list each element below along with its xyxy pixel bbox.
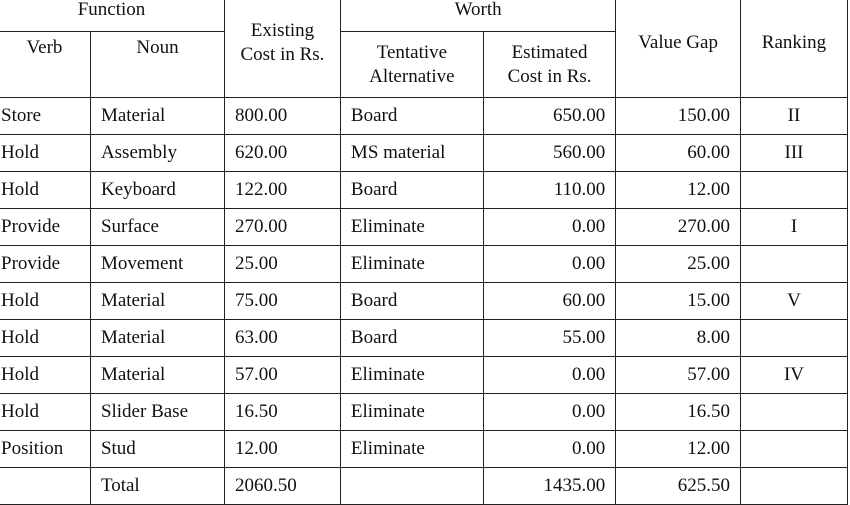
noun-cell: Keyboard <box>90 172 224 209</box>
ranking-cell: V <box>741 283 848 320</box>
ranking-cell <box>741 320 848 357</box>
table-row <box>0 209 848 246</box>
existing-cost-header-line2: Cost in Rs. <box>240 44 325 65</box>
noun-cell: Material <box>90 283 224 320</box>
alternative-cell: Eliminate <box>340 357 483 394</box>
ranking-cell <box>741 431 848 468</box>
table-row <box>0 431 848 468</box>
noun-cell: Material <box>90 98 224 135</box>
ranking-cell: IV <box>741 357 848 394</box>
table-row <box>0 135 848 172</box>
ranking-cell <box>741 246 848 283</box>
existing-cost-cell: 16.50 <box>225 394 341 431</box>
existing-cost-cell: 270.00 <box>225 209 341 246</box>
value-gap-cell: 16.50 <box>616 394 741 431</box>
existing-cost-cell: 25.00 <box>225 246 341 283</box>
noun-cell: Slider Base <box>90 394 224 431</box>
noun-cell: Assembly <box>90 135 224 172</box>
estimated-cost-cell: 0.00 <box>483 209 615 246</box>
verb-cell: Hold <box>0 357 90 394</box>
verb-cell: Hold <box>0 135 90 172</box>
verb-cell: Hold <box>0 394 90 431</box>
existing-cost-cell: 75.00 <box>225 283 341 320</box>
estimated-cost-cell: 55.00 <box>483 320 615 357</box>
noun-cell: Movement <box>90 246 224 283</box>
tentative-header-line2: Alternative <box>369 65 455 87</box>
existing-cost-header-line1: Existing <box>250 20 315 41</box>
worth-header: Worth <box>340 0 615 32</box>
function-header: Function <box>0 0 225 32</box>
ranking-header: Ranking <box>741 0 848 98</box>
table-row <box>0 394 848 431</box>
table-row <box>0 320 848 357</box>
alternative-cell: Board <box>340 320 483 357</box>
ranking-cell: I <box>741 209 848 246</box>
estimated-cost-cell: 0.00 <box>483 431 615 468</box>
table-row <box>0 283 848 320</box>
noun-cell: Material <box>90 320 224 357</box>
existing-cost-cell: 620.00 <box>225 135 341 172</box>
estimated-header-line1: Estimated <box>511 41 588 63</box>
existing-cost-cell: 122.00 <box>225 172 341 209</box>
value-gap-cell: 270.00 <box>616 209 741 246</box>
estimated-cost-cell: 0.00 <box>483 394 615 431</box>
verb-cell: Provide <box>0 209 90 246</box>
alternative-cell: Eliminate <box>340 394 483 431</box>
existing-cost-header <box>225 0 341 98</box>
alternative-cell: Eliminate <box>340 209 483 246</box>
noun-cell: Surface <box>90 209 224 246</box>
estimated-cost-cell: 60.00 <box>483 283 615 320</box>
verb-cell: Provide <box>0 246 90 283</box>
verb-cell: Hold <box>0 283 90 320</box>
value-gap-cell: 60.00 <box>616 135 741 172</box>
total-value-gap: 625.50 <box>616 468 741 505</box>
alternative-cell: Board <box>340 283 483 320</box>
noun-cell: Stud <box>90 431 224 468</box>
estimated-cost-cell: 650.00 <box>483 98 615 135</box>
estimated-cost-cell: 110.00 <box>483 172 615 209</box>
total-estimated-cost: 1435.00 <box>483 468 615 505</box>
alternative-cell: Eliminate <box>340 431 483 468</box>
verb-cell: Hold <box>0 320 90 357</box>
tentative-header-line1: Tentative <box>376 41 448 63</box>
existing-cost-cell: 63.00 <box>225 320 341 357</box>
header-row-top <box>0 0 848 32</box>
value-gap-header: Value Gap <box>616 0 741 98</box>
alternative-cell: MS material <box>340 135 483 172</box>
total-empty-ranking <box>741 468 848 505</box>
total-empty-cell <box>0 468 90 505</box>
table-row <box>0 357 848 394</box>
table-row <box>0 98 848 135</box>
estimated-cost-cell: 560.00 <box>483 135 615 172</box>
verb-cell: Position <box>0 431 90 468</box>
total-existing-cost: 2060.50 <box>225 468 341 505</box>
alternative-cell: Eliminate <box>340 246 483 283</box>
ranking-cell: II <box>741 98 848 135</box>
value-gap-cell: 12.00 <box>616 431 741 468</box>
verb-cell: Store <box>0 98 90 135</box>
value-gap-cell: 57.00 <box>616 357 741 394</box>
ranking-cell: III <box>741 135 848 172</box>
ranking-cell <box>741 172 848 209</box>
existing-cost-cell: 12.00 <box>225 431 341 468</box>
value-gap-cell: 25.00 <box>616 246 741 283</box>
noun-header: Noun <box>90 32 224 98</box>
estimated-cost-cell: 0.00 <box>483 246 615 283</box>
total-empty-alternative <box>340 468 483 505</box>
value-gap-cell: 8.00 <box>616 320 741 357</box>
estimated-header-line2: Cost in Rs. <box>507 65 592 87</box>
existing-cost-cell: 57.00 <box>225 357 341 394</box>
tentative-alternative-header <box>340 32 483 98</box>
value-gap-cell: 150.00 <box>616 98 741 135</box>
table-row <box>0 172 848 209</box>
verb-header: Verb <box>0 32 90 98</box>
table-row <box>0 246 848 283</box>
estimated-cost-cell: 0.00 <box>483 357 615 394</box>
estimated-cost-header <box>483 32 615 98</box>
verb-cell: Hold <box>0 172 90 209</box>
value-gap-cell: 12.00 <box>616 172 741 209</box>
ranking-cell <box>741 394 848 431</box>
total-row <box>0 468 848 505</box>
existing-cost-cell: 800.00 <box>225 98 341 135</box>
value-gap-cell: 15.00 <box>616 283 741 320</box>
total-label: Total <box>90 468 224 505</box>
noun-cell: Material <box>90 357 224 394</box>
alternative-cell: Board <box>340 98 483 135</box>
alternative-cell: Board <box>340 172 483 209</box>
